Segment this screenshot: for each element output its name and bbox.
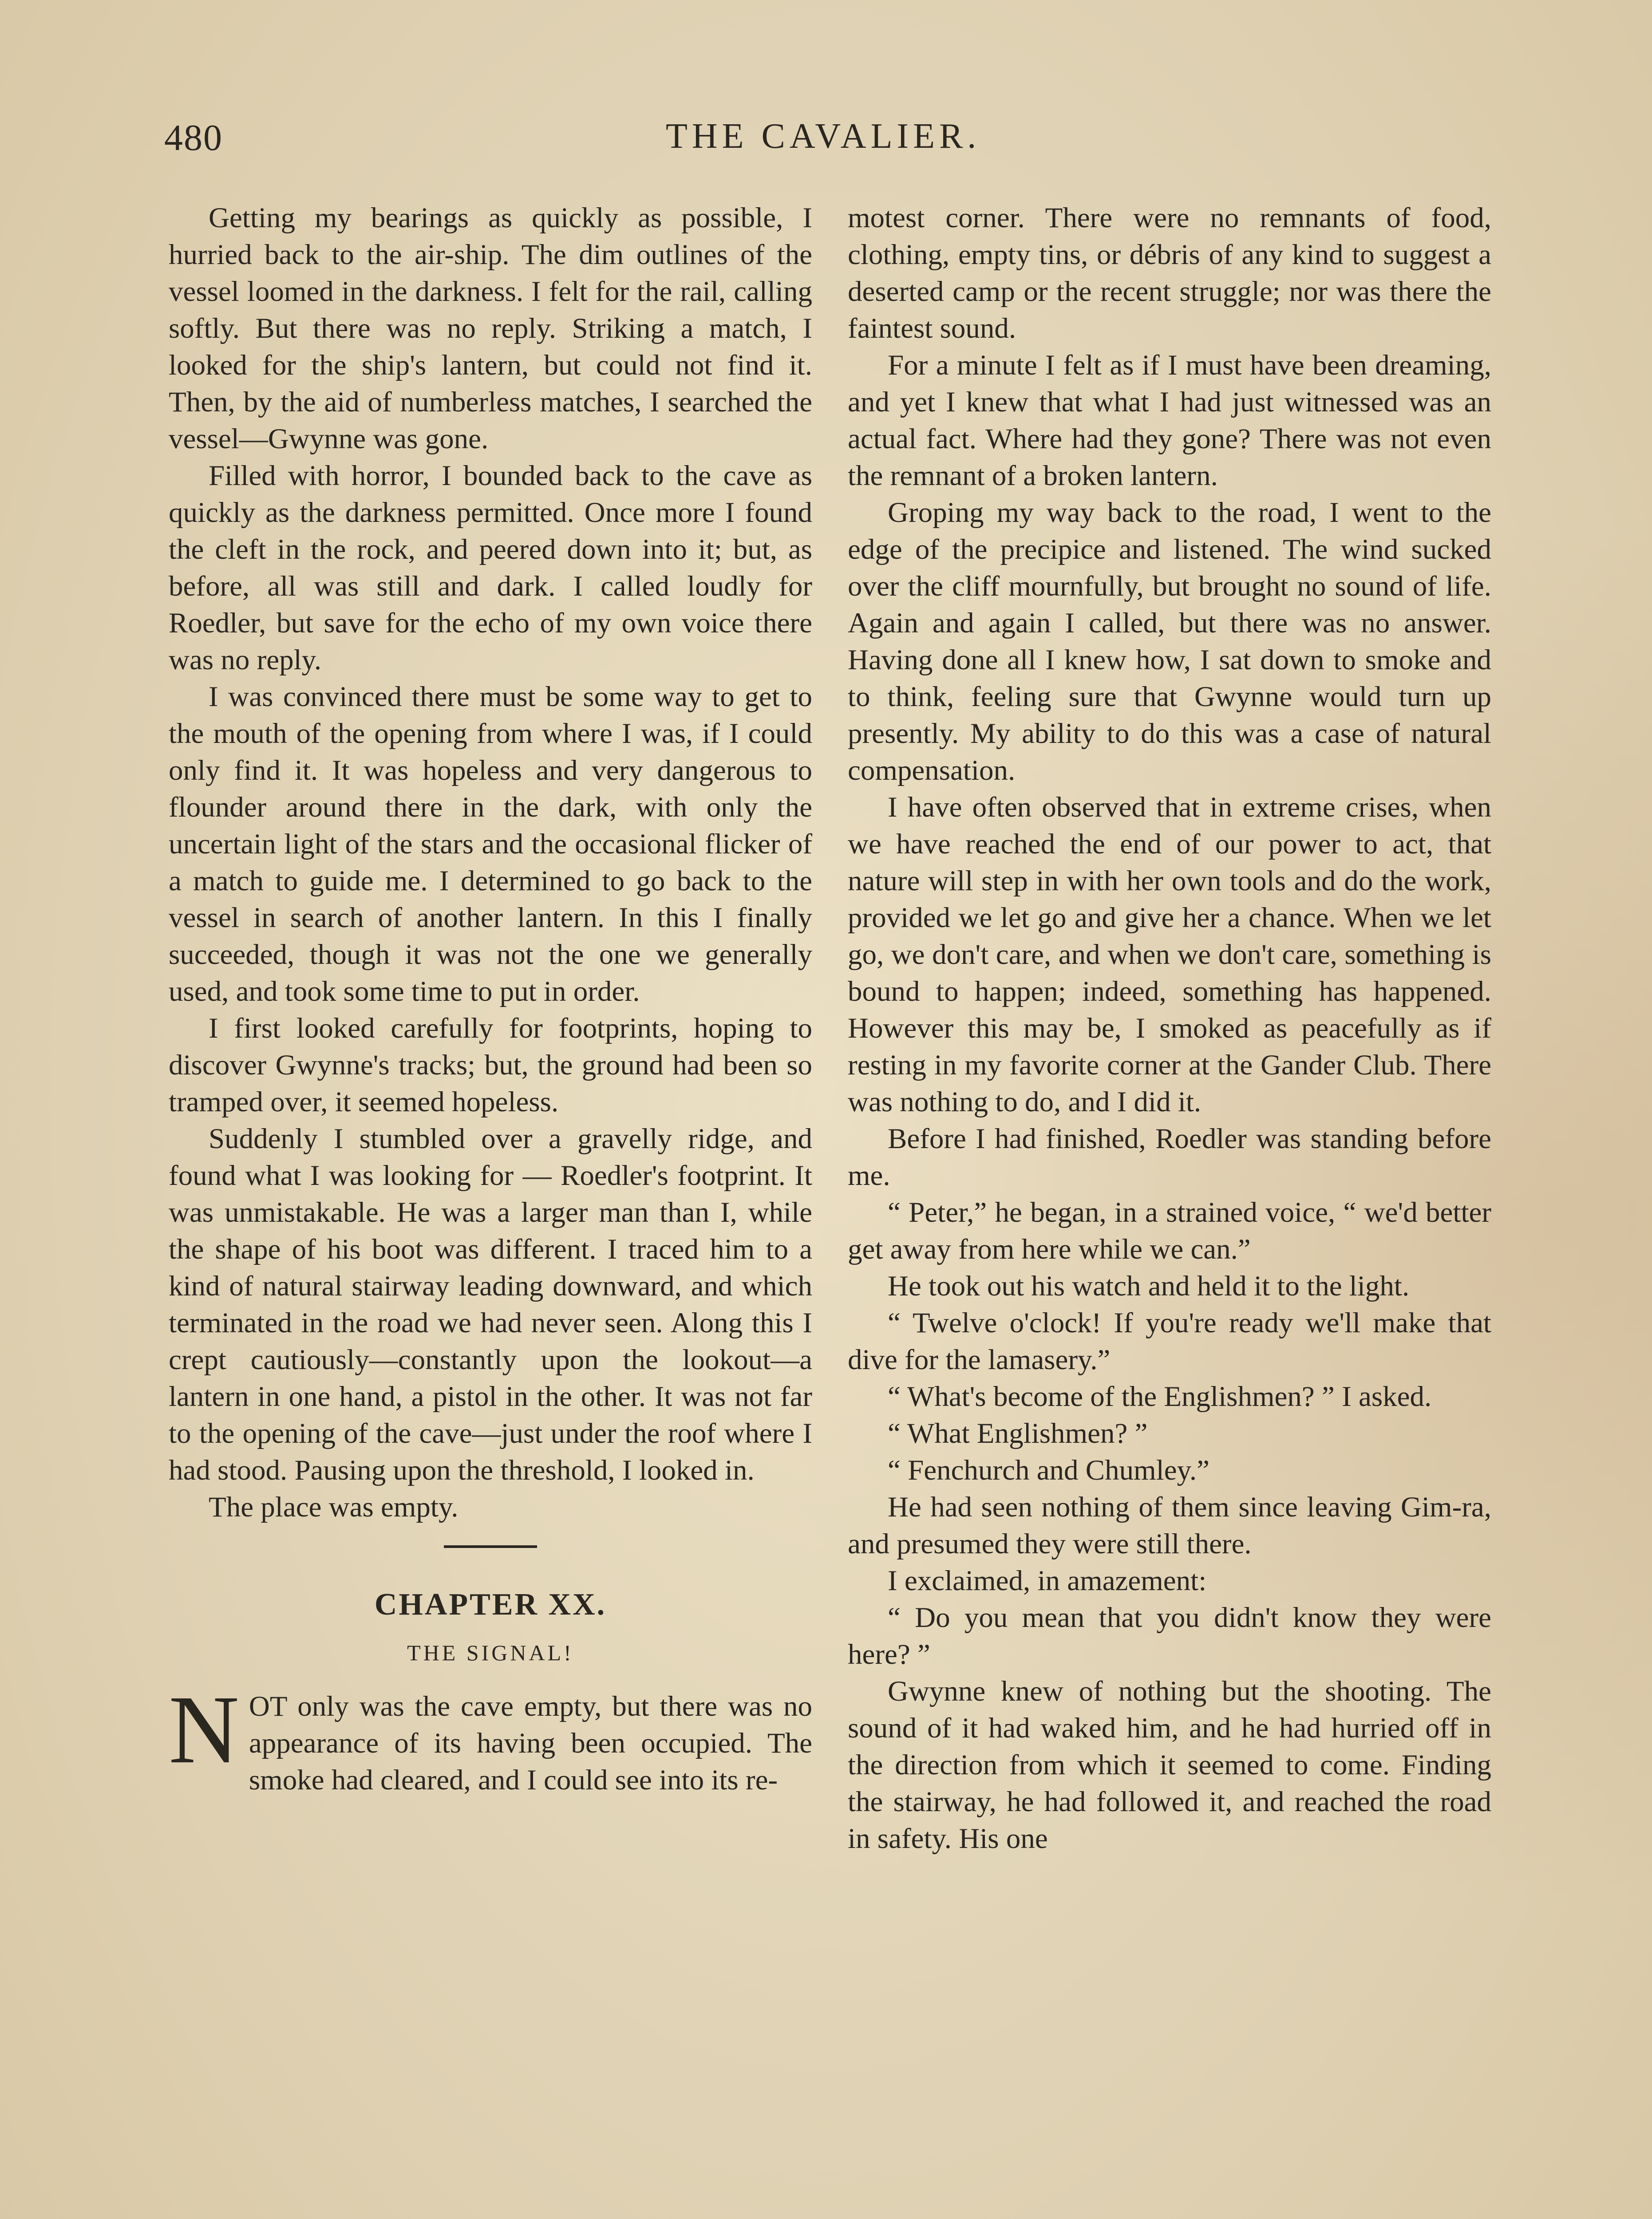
paragraph: Getting my bearings as quickly as possible, I hurried back to the air-ship. The dim outlines of the vessel loomed in the darkness. I felt for the rail, calling softly. But there was no reply. Striking a match, I looked for the ship's lantern, but could not find it. Then, by the aid of numberless matches, I searched the vessel—Gwynne was gone. [169, 202, 812, 455]
paragraph: Before I had finished, Roedler was standing before me. [848, 1123, 1491, 1192]
paragraph: “ Twelve o'clock! If you're ready we'll make that dive for the lamasery.” [848, 1307, 1491, 1376]
chapter-subtitle: THE SIGNAL! [407, 1640, 574, 1665]
running-title: THE CAVALIER. [666, 117, 981, 156]
chapter-opening-paragraph [169, 1675, 812, 1799]
paragraph: He had seen nothing of them since leaving Gim-ra, and presumed they were still there. [848, 1491, 1491, 1560]
drop-cap: N [169, 1675, 239, 1784]
paragraph: I exclaimed, in amazement: [888, 1565, 1207, 1597]
paragraph: motest corner. There were no remnants of food, clothing, empty tins, or débris of any kind to suggest a deserted camp or the recent struggle; nor was there the faintest sound. [848, 202, 1491, 344]
paragraph: I first looked carefully for footprints, hoping to discover Gwynne's tracks; but, the ground had been so tramped over, it seemed hopeless. [169, 1012, 812, 1118]
paragraph: I have often observed that in extreme crises, when we have reached the end of our power to act, that nature will step in with her own tools and do the work, provided we let go and give her a chance. When we let go, we don't care, and when we don't care, something is bound to happen; indeed, something has happened. However this may be, I smoked as peacefully as if resting in my favorite corner at the Gander Club. There was nothing to do, and I did it. [848, 791, 1491, 1118]
page-number: 480 [164, 117, 223, 158]
paragraph: Groping my way back to the road, I went to the edge of the precipice and listened. The wind sucked over the cliff mournfully, but brought no sound of life. Again and again I called, but there was no answer. Having done all I knew how, I sat down to smoke and to think, feeling sure that Gwynne would turn up presently. My ability to do this was a case of natural compensation. [848, 497, 1491, 786]
paragraph: Filled with horror, I bounded back to the cave as quickly as the darkness permitted. Once more I found the cleft in the rock, and peered down into it; but, as before, all was still and dark. I called loudly for Roedler, but save for the echo of my own voice there was no reply. [169, 460, 812, 676]
paragraph: “ Do you mean that you didn't know they were here? ” [848, 1602, 1491, 1670]
right-column [848, 200, 1491, 2219]
paragraph: For a minute I felt as if I must have been dreaming, and yet I knew that what I had just witnessed was an actual fact. Where had they gone? There was not even the remnant of a broken lantern. [848, 349, 1491, 492]
paragraph: “ What's become of the Englishmen? ” I asked. [888, 1381, 1432, 1413]
left-column [169, 200, 812, 2219]
paragraph: “ What Englishmen? ” [888, 1417, 1148, 1449]
paragraph: Suddenly I stumbled over a gravelly ridge, and found what I was looking for — Roedler's footprint. It was unmistakable. He was a larger man than I, while the shape of his boot was different. I traced him to a kind of natural stairway leading downward, and which terminated in the road we had never seen. Along this I crept cautiously—constantly upon the lookout—a lantern in one hand, a pistol in the other. It was not far to the opening of the cave—just under the roof where I had stood. Pausing upon the threshold, I looked in. [169, 1123, 812, 1486]
paragraph: “ Fenchurch and Chumley.” [888, 1454, 1209, 1486]
paragraph: Gwynne knew of nothing but the shooting. The sound of it had waked him, and he had hurried off in the direction from which it seemed to come. Finding the stairway, he had followed it, and reached the road in safety. His one [848, 1675, 1491, 1855]
paragraph: “ Peter,” he began, in a strained voice, “ we'd better get away from here while we can.” [848, 1196, 1491, 1265]
chapter-title: CHAPTER XX. [374, 1587, 607, 1622]
page-header [164, 116, 1496, 165]
paragraph: I was convinced there must be some way to get to the mouth of the opening from where I was, if I could only find it. It was hopeless and very dangerous to flounder around there in the dark, with only the uncertain light of the stars and the occasional flicker of a match to guide me. I determined to go back to the vessel in search of another lantern. In this I finally succeeded, though it was not the one we generally used, and took some time to put in order. [169, 681, 812, 1007]
section-divider [444, 1545, 537, 1548]
paragraph: The place was empty. [209, 1491, 458, 1523]
paragraph: He took out his watch and held it to the light. [888, 1270, 1410, 1302]
chapter-opening-text: OT only was the cave empty, but there was no appearance of its having been occupied. The smoke had cleared, and I could see into its re- [249, 1690, 812, 1796]
